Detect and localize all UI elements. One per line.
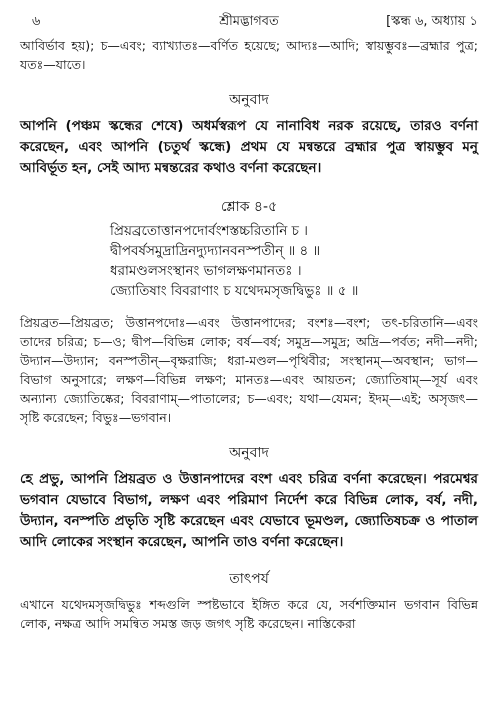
word-for-word-synonyms: প্রিয়ব্রত—প্রিয়ব্রত; উত্তানপদোঃ—এবং উত্তানপাদের; বংশঃ—বংশ; তৎ-চরিতানি—এবং তাদের চরিত্র; চ—ও; দ্বীপ—বিভিন্ন লোক; বর্ষ—বর্ষ; সমুদ্র—সমুদ্র; অদ্রি—পর্বত; নদী—নদী; উদ্যান—উদ্যান; বনস্পতীন্—বৃক্ষরাজি; ধরা-মণ্ডল—পৃথিবীর; সংস্থানম্—অবস্থান; ভাগ—বিভাগ অনুসারে; লক্ষণ—বিভিন্ন লক্ষণ; মানতঃ—এবং আয়তন; জ্যোতিষাম্—সূর্য এবং অন্যান্য জ্যোতিষ্কের; বিবরাণাম্—পাতালের; চ—এবং; যথা—যেমন; ইদম্—এই; অসৃজৎ—সৃষ্টি করেছেন; বিভুঃ—ভগবান। [20, 315, 478, 425]
translation-heading-2: অনুবাদ [229, 445, 269, 461]
translation-text-2: হে প্রভু, আপনি প্রিয়ব্রত ও উত্তানপাদের বংশ এবং চরিত্র বর্ণনা করেছেন। পরমেশ্বর ভগবান যেভাবে বিভাগ, লক্ষণ এবং পরিমাণ নির্দেশ করে বিভিন্ন লোক, বর্ষ, নদী, উদ্যান, বনস্পতি প্রভৃতি সৃষ্টি করেছেন এবং যেভাবে ভূমণ্ডল, জ্যোতিষচক্র ও পাতাল আদি লোকের সংস্থান করেছেন, আপনি তাও বর্ণনা করেছেন। [20, 471, 478, 550]
page-number: ৬ [32, 14, 41, 29]
word-for-word-top: আবির্ভাব হয়); চ—এবং; ব্যাখ্যাতঃ—বর্ণিত হয়েছে; আদ্যঃ—আদি; স্বায়ম্ভুবঃ—ব্রহ্মার পুত্র; যতঃ—যাতে। [20, 38, 478, 72]
translation-text-1: আপনি (পঞ্চম স্কন্ধের শেষে) অধর্মস্বরূপ যে নানাবিধ নরক রয়েছে, তারও বর্ণনা করেছেন, এবং আপনি (চতুর্থ স্কন্ধে) প্রথম যে মন্বন্তরে ব্রহ্মার পুত্র স্বায়ম্ভুব মনু আবির্ভূত হন, সেই আদ্য মন্বন্তরের কথাও বর্ণনা করেছেন। [20, 118, 478, 176]
verse-line: জ্যোতিষাং বিবরাণাং চ যথেদমসৃজদ্বিভুঃ ॥ ৫ ॥ [110, 283, 359, 299]
verse-line: ধরামণ্ডলসংস্থানং ভাগলক্ষণমানতঃ । [110, 263, 302, 279]
chapter-reference: [স্কন্ধ ৬, অধ্যায় ১ [386, 14, 478, 29]
verse-label: শ্লোক ৪-৫ [220, 199, 278, 215]
verse-line: প্রিয়ব্রতোত্তানপদোর্বংশস্তচ্চরিতানি চ । [110, 223, 308, 239]
purport-text: এখানে যথেদমসৃজদ্বিভুঃ শব্দগুলি স্পষ্টভাবে ইঙ্গিত করে যে, সর্বশক্তিমান ভগবান বিভিন্ন লোক, নক্ষত্র আদি সমন্বিত সমস্ত জড় জগৎ সৃষ্টি করেছেন। নাস্তিকেরা [20, 597, 478, 631]
translation-heading-1: অনুবাদ [229, 92, 269, 108]
page-header [20, 0, 478, 36]
verse-line: দ্বীপবর্ষসমুদ্রাদ্রিনদ্যুদ্যানবনস্পতীন্ ॥ ৪ ॥ [110, 243, 321, 259]
page [20, 0, 478, 633]
purport-heading: তাৎপর্য [229, 571, 269, 587]
verse-block [110, 221, 478, 301]
book-title: শ্রীমদ্ভাগবত [219, 14, 279, 29]
